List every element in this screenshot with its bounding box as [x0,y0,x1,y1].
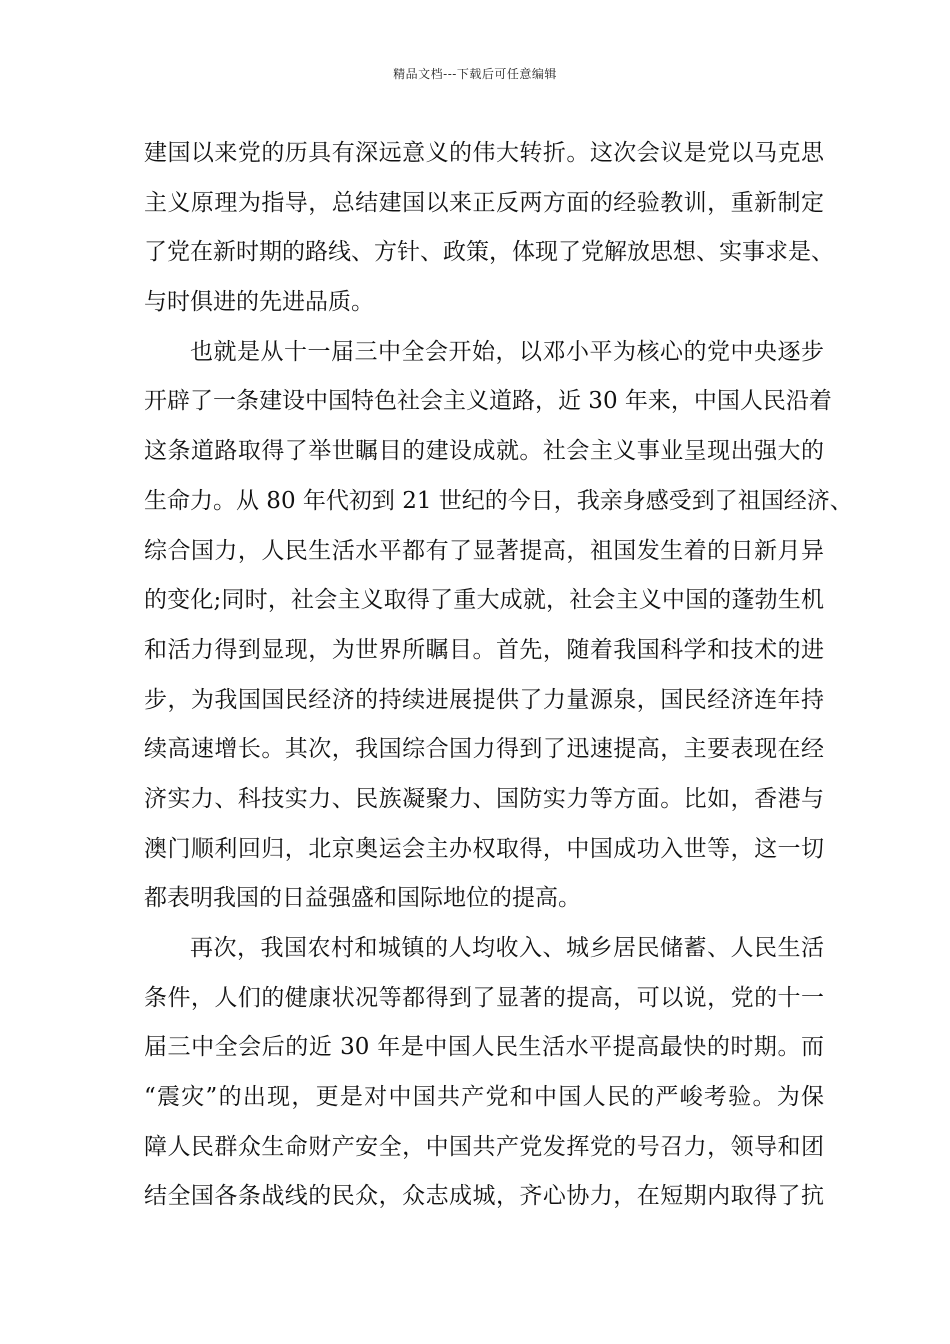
text-line: 和活力得到显现，为世界所瞩目。首先，随着我国科学和技术的进 [144,636,824,663]
text-line: 济实力、科技实力、民族凝聚力、国防实力等方面。比如，香港与 [144,785,824,812]
page-header: 精品文档---下载后可任意编辑 [393,67,557,81]
text-line: “震灾”的出现，更是对中国共产党和中国人民的严峻考验。为保 [144,1084,824,1111]
text-line: 都表明我国的日益强盛和国际地位的提高。 [144,885,581,912]
text-line: 步，为我国国民经济的持续进展提供了力量源泉，国民经济连年持 [144,686,824,713]
text-line: 也就是从十一届三中全会开始，以邓小平为核心的党中央逐步 [190,338,824,365]
text-line: 综合国力，人民生活水平都有了显著提高，祖国发生着的日新月异 [144,537,824,564]
text-line: 的变化;同时，社会主义取得了重大成就，社会主义中国的蓬勃生机 [144,587,824,614]
body-text [144,129,853,1222]
text-line: 建国以来党的历具有深远意义的伟大转折。这次会议是党以马克思 [144,140,824,166]
text-line: 续高速增长。其次，我国综合国力得到了迅速提高，主要表现在经 [144,736,824,763]
text-line: 届三中全会后的近 30 年是中国人民生活水平提高最快的时期。而 [144,1034,824,1061]
text-line: 这条道路取得了举世瞩目的建设成就。社会主义事业呈现出强大的 [144,438,824,465]
text-line: 与时俱进的先进品质。 [144,289,374,316]
text-line: 了党在新时期的路线、方针、政策，体现了党解放思想、实事求是、 [144,239,834,266]
text-line: 生命力。从 80 年代初到 21 世纪的今日，我亲身感受到了祖国经济、 [144,487,853,514]
text-line: 开辟了一条建设中国特色社会主义道路，近 30 年来，中国人民沿着 [144,388,832,415]
text-line: 澳门顺利回归，北京奥运会主办权取得，中国成功入世等，这一切 [144,835,824,862]
text-line: 主义原理为指导，总结建国以来正反两方面的经验教训，重新制定 [144,189,824,216]
text-line: 障人民群众生命财产安全，中国共产党发挥党的号召力，领导和团 [144,1133,824,1160]
text-line: 再次，我国农村和城镇的人均收入、城乡居民储蓄、人民生活 [190,935,824,961]
text-line: 结全国各条战线的民众，众志成城，齐心协力，在短期内取得了抗 [144,1183,824,1210]
text-line: 条件，人们的健康状况等都得到了显著的提高，可以说，党的十一 [144,984,824,1011]
